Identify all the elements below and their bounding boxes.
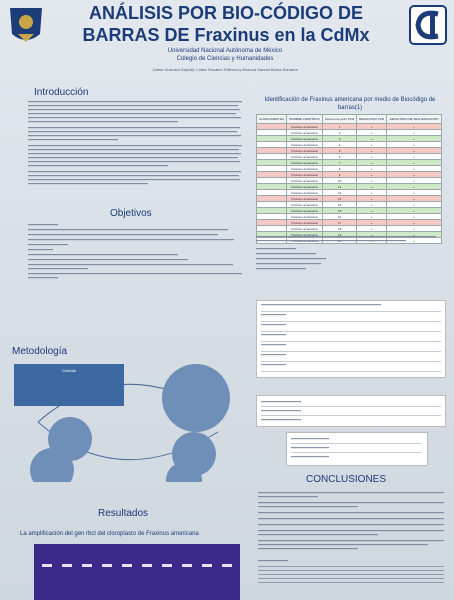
table-cell: Fraxinus americana: [286, 214, 322, 220]
table-cell: 5: [322, 148, 356, 154]
poster-title: [56, 2, 396, 46]
table-title: Identificación de Fraxinus americana por medio de Biocódigo de barras(1): [264, 97, 436, 111]
table-cell: 3: [322, 136, 356, 142]
table-cell: Fraxinus americana: [286, 184, 322, 190]
table-cell: Fraxinus americana: [286, 178, 322, 184]
table-cell: +: [387, 196, 442, 202]
results-table-box-3: [286, 432, 428, 466]
table-cell: 11: [322, 184, 356, 190]
table-cell: 10: [322, 178, 356, 184]
table-cell: Fraxinus americana: [286, 130, 322, 136]
institution-name: Universidad Nacional Autónoma de México: [167, 48, 283, 54]
intro-text-lines: [28, 101, 244, 201]
intro-body: [28, 101, 244, 203]
objectives-heading: Objetivos: [110, 208, 152, 219]
conclusions-heading: CONCLUSIONES: [306, 474, 387, 485]
table-cell: +: [357, 136, 387, 142]
table-cell: Fraxinus americana: [286, 148, 322, 154]
table-cell: +: [387, 202, 442, 208]
table-cell: Fraxinus americana: [286, 196, 322, 202]
objectives-text-lines: [28, 224, 248, 304]
table-cell: 6: [322, 154, 356, 160]
table-header: NOMBRE CIENTÍFICO: [286, 115, 322, 124]
table-header: RESULTADO DE SECUENCIACIÓN: [387, 115, 442, 124]
results-heading: Resultados: [98, 508, 149, 519]
intro-heading: Introducción: [34, 87, 89, 98]
table-cell: +: [387, 136, 442, 142]
table-cell: 19: [322, 232, 356, 238]
table-cell: +: [387, 160, 442, 166]
identification-table: [256, 114, 442, 244]
table-header: Número de pozo PCR: [322, 115, 356, 124]
table-header: RESULTADO PCR: [357, 115, 387, 124]
method-node-circle: [162, 364, 230, 432]
table-cell: +: [357, 220, 387, 226]
table-cell: Fraxinus americana: [286, 142, 322, 148]
poster-title-text: ANÁLISIS POR BIO-CÓDIGO DE BARRAS DE Fraxinus en la CdMx: [82, 3, 370, 45]
table-cell: 13: [322, 196, 356, 202]
table-cell: +: [357, 202, 387, 208]
table-cell: +: [387, 142, 442, 148]
table-cell: +: [357, 172, 387, 178]
results-caption: La amplificación del gen rbcl del cloroplasto de Fraxinus americana: [20, 531, 199, 537]
conclusions-body: [258, 492, 448, 596]
table-body: [257, 124, 442, 244]
table-cell: Fraxinus americana: [286, 166, 322, 172]
table-cell: +: [357, 154, 387, 160]
authors-line: Zuleia Guevara Sayrolli, Lídice Rosales Tellenca y Brianna Sandal Barea Sariama: [152, 67, 298, 72]
table-cell: Fraxinus americana: [286, 136, 322, 142]
table-cell: Fraxinus americana: [286, 124, 322, 130]
table-cell: +: [357, 208, 387, 214]
table-cell: Fraxinus americana: [286, 172, 322, 178]
table-cell: +: [357, 232, 387, 238]
table-cell: Fraxinus americana: [286, 154, 322, 160]
results-table-2-lines: [257, 396, 445, 426]
table-cell: 7: [322, 160, 356, 166]
table-cell: +: [357, 214, 387, 220]
table-cell: +: [387, 184, 442, 190]
table-cell: 9: [322, 172, 356, 178]
table-cell: +: [387, 130, 442, 136]
table-cell: 14: [322, 202, 356, 208]
table-header: CLAVE MUESTRA: [257, 115, 287, 124]
table-cell: Fraxinus americana: [286, 160, 322, 166]
table-cell: +: [357, 148, 387, 154]
table-cell: +: [357, 160, 387, 166]
cch-logo: [408, 4, 448, 46]
results-table-box-1: [256, 300, 446, 378]
table-cell: +: [357, 178, 387, 184]
table-cell: +: [387, 226, 442, 232]
table-cell: +: [387, 148, 442, 154]
objectives-body: [28, 224, 248, 306]
table-cell: +: [357, 184, 387, 190]
table-cell: 8: [322, 166, 356, 172]
table-cell: +: [387, 232, 442, 238]
institution-block: [60, 47, 390, 63]
table-cell: 1: [322, 124, 356, 130]
table-cell: 12: [322, 190, 356, 196]
unam-logo: [6, 4, 46, 46]
table-cell: +: [387, 208, 442, 214]
table-cell: +: [387, 214, 442, 220]
table-cell: +: [387, 172, 442, 178]
table-cell: +: [387, 220, 442, 226]
table-cell: 4: [322, 142, 356, 148]
results-table-box-2: [256, 395, 446, 427]
college-name: Colegio de Ciencias y Humanidades: [176, 56, 274, 62]
table-cell: +: [357, 124, 387, 130]
table-cell: Fraxinus americana: [286, 220, 322, 226]
table-cell: 18: [322, 226, 356, 232]
method-diagram: [8, 362, 248, 482]
table-cell: 17: [322, 220, 356, 226]
gel-image: [34, 544, 240, 600]
table-cell: Fraxinus americana: [286, 202, 322, 208]
table-cell: +: [387, 154, 442, 160]
table-cell: Fraxinus americana: [286, 232, 322, 238]
table-cell: +: [387, 238, 442, 244]
table-cell: 15: [322, 208, 356, 214]
table-cell: Fraxinus americana: [286, 226, 322, 232]
method-center-label: Colecta: [62, 368, 76, 373]
table-cell: +: [387, 178, 442, 184]
table-cell: +: [387, 190, 442, 196]
gel-bands: [34, 544, 240, 600]
table-cell: 16: [322, 214, 356, 220]
table-cell: Fraxinus americana: [286, 208, 322, 214]
table-cell: +: [357, 142, 387, 148]
table-notes: [256, 236, 442, 284]
table-cell: +: [387, 124, 442, 130]
results-table-3-lines: [287, 433, 427, 465]
table-cell: +: [357, 190, 387, 196]
method-heading: Metodología: [12, 346, 68, 357]
table-cell: +: [357, 196, 387, 202]
table-cell: 2: [322, 130, 356, 136]
table-cell: +: [387, 166, 442, 172]
table-cell: Fraxinus americana: [286, 190, 322, 196]
table-cell: +: [357, 130, 387, 136]
results-table-1-lines: [257, 301, 445, 377]
table-cell: +: [357, 166, 387, 172]
table-header-row: [257, 115, 442, 124]
table-cell: +: [357, 226, 387, 232]
